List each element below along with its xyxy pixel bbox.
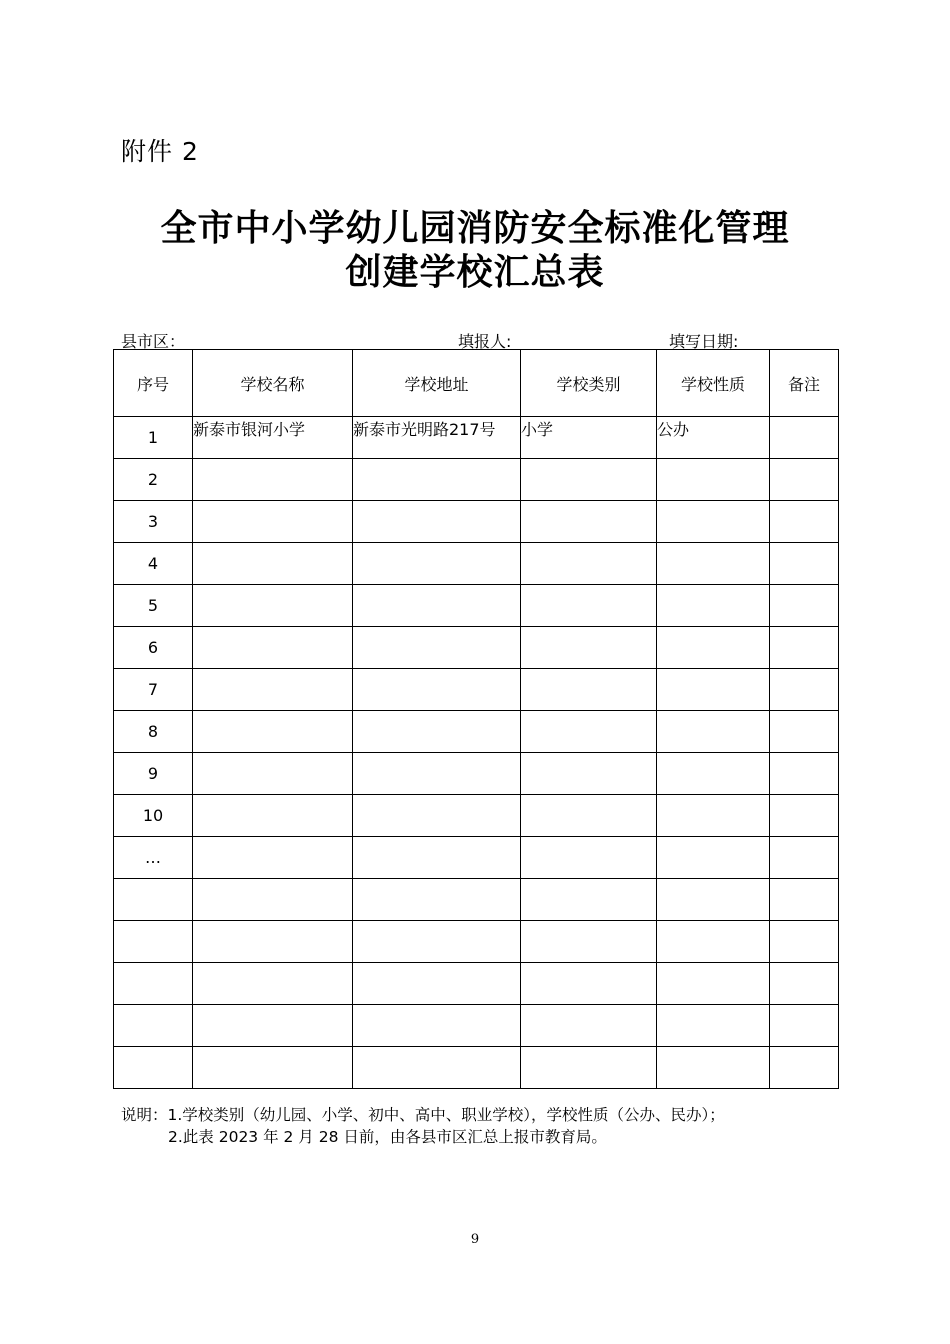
table-row xyxy=(114,585,839,627)
cell-school-name xyxy=(193,711,353,753)
table-header-row xyxy=(114,350,839,417)
cell-school-name xyxy=(193,459,353,501)
cell-school-address xyxy=(353,501,521,543)
cell-school-name xyxy=(193,501,353,543)
cell-index xyxy=(114,963,193,1005)
table-row xyxy=(114,417,839,459)
cell-remarks xyxy=(770,921,839,963)
cell-remarks xyxy=(770,837,839,879)
table-row xyxy=(114,627,839,669)
table-row xyxy=(114,1047,839,1089)
cell-school-nature xyxy=(657,459,770,501)
cell-index: 4 xyxy=(114,543,193,585)
cell-school-category xyxy=(521,711,657,753)
cell-school-address xyxy=(353,837,521,879)
cell-school-address xyxy=(353,753,521,795)
header-school-name: 学校名称 xyxy=(193,350,353,417)
cell-school-nature xyxy=(657,669,770,711)
cell-school-address xyxy=(353,879,521,921)
cell-school-name xyxy=(193,963,353,1005)
cell-school-address xyxy=(353,1005,521,1047)
cell-school-category xyxy=(521,837,657,879)
cell-school-nature xyxy=(657,963,770,1005)
cell-remarks xyxy=(770,627,839,669)
cell-index: 9 xyxy=(114,753,193,795)
cell-school-address xyxy=(353,963,521,1005)
table-row xyxy=(114,753,839,795)
cell-index xyxy=(114,1047,193,1089)
cell-remarks xyxy=(770,501,839,543)
cell-school-nature xyxy=(657,753,770,795)
cell-remarks xyxy=(770,417,839,459)
cell-school-name xyxy=(193,795,353,837)
cell-index: 2 xyxy=(114,459,193,501)
cell-index: 3 xyxy=(114,501,193,543)
table-row xyxy=(114,1005,839,1047)
date-label: 填写日期: xyxy=(669,332,739,351)
header-school-nature: 学校性质 xyxy=(657,350,770,417)
cell-school-address xyxy=(353,795,521,837)
cell-school-address xyxy=(353,627,521,669)
cell-school-address xyxy=(353,669,521,711)
cell-school-address xyxy=(353,543,521,585)
cell-index: 7 xyxy=(114,669,193,711)
cell-index: … xyxy=(114,837,193,879)
cell-school-category xyxy=(521,585,657,627)
cell-school-category xyxy=(521,1005,657,1047)
header-school-category: 学校类别 xyxy=(521,350,657,417)
cell-school-address: 新泰市光明路217号 xyxy=(353,417,521,459)
header-remarks: 备注 xyxy=(770,350,839,417)
cell-remarks xyxy=(770,543,839,585)
cell-school-category xyxy=(521,795,657,837)
cell-remarks xyxy=(770,1005,839,1047)
cell-school-nature xyxy=(657,543,770,585)
cell-school-name xyxy=(193,1005,353,1047)
cell-remarks xyxy=(770,963,839,1005)
cell-school-address xyxy=(353,459,521,501)
note-line-2: 2.此表 2023 年 2 月 28 日前，由各县市区汇总上报市教育局。 xyxy=(168,1128,607,1146)
cell-remarks xyxy=(770,459,839,501)
cell-school-address xyxy=(353,585,521,627)
cell-school-category: 小学 xyxy=(521,417,657,459)
cell-school-nature xyxy=(657,627,770,669)
cell-school-address xyxy=(353,1047,521,1089)
cell-school-name xyxy=(193,837,353,879)
cell-school-category xyxy=(521,543,657,585)
cell-school-nature xyxy=(657,585,770,627)
table-row xyxy=(114,795,839,837)
document-title-line-2: 创建学校汇总表 xyxy=(345,251,605,293)
table-row xyxy=(114,837,839,879)
cell-school-name: 新泰市银河小学 xyxy=(193,417,353,459)
cell-school-category xyxy=(521,921,657,963)
cell-index: 1 xyxy=(114,417,193,459)
cell-index: 5 xyxy=(114,585,193,627)
table-row xyxy=(114,669,839,711)
cell-index xyxy=(114,921,193,963)
cell-index: 8 xyxy=(114,711,193,753)
cell-school-nature xyxy=(657,837,770,879)
table-row xyxy=(114,501,839,543)
page-number: 9 xyxy=(470,1232,480,1247)
cell-school-nature xyxy=(657,711,770,753)
table-row xyxy=(114,879,839,921)
cell-school-nature xyxy=(657,795,770,837)
cell-school-category xyxy=(521,1047,657,1089)
table-row xyxy=(114,459,839,501)
cell-school-category xyxy=(521,753,657,795)
cell-school-name xyxy=(193,879,353,921)
cell-school-name xyxy=(193,669,353,711)
cell-school-address xyxy=(353,921,521,963)
cell-school-nature xyxy=(657,1005,770,1047)
cell-school-category xyxy=(521,627,657,669)
cell-remarks xyxy=(770,711,839,753)
cell-school-nature xyxy=(657,879,770,921)
cell-school-name xyxy=(193,543,353,585)
cell-remarks xyxy=(770,1047,839,1089)
document-title-line-1: 全市中小学幼儿园消防安全标准化管理 xyxy=(160,207,790,249)
cell-remarks xyxy=(770,753,839,795)
cell-school-category xyxy=(521,669,657,711)
attachment-label: 附件 2 xyxy=(121,137,199,166)
cell-remarks xyxy=(770,795,839,837)
cell-index: 6 xyxy=(114,627,193,669)
header-index: 序号 xyxy=(114,350,193,417)
note-line-1: 说明：1.学校类别（幼儿园、小学、初中、高中、职业学校），学校性质（公办、民办）； xyxy=(121,1106,725,1124)
table-row xyxy=(114,921,839,963)
summary-table xyxy=(113,349,839,1089)
cell-index: 10 xyxy=(114,795,193,837)
cell-school-name xyxy=(193,627,353,669)
cell-school-name xyxy=(193,585,353,627)
filler-label: 填报人: xyxy=(458,332,512,351)
header-school-address: 学校地址 xyxy=(353,350,521,417)
cell-school-name xyxy=(193,1047,353,1089)
cell-school-name xyxy=(193,921,353,963)
cell-school-category xyxy=(521,459,657,501)
cell-school-category xyxy=(521,963,657,1005)
notes xyxy=(121,1104,725,1148)
cell-remarks xyxy=(770,585,839,627)
cell-school-nature xyxy=(657,1047,770,1089)
cell-remarks xyxy=(770,669,839,711)
cell-school-name xyxy=(193,753,353,795)
table-body xyxy=(114,417,839,1089)
cell-school-nature: 公办 xyxy=(657,417,770,459)
table-row xyxy=(114,963,839,1005)
cell-remarks xyxy=(770,879,839,921)
county-label: 县市区： xyxy=(121,332,186,351)
cell-school-nature xyxy=(657,501,770,543)
table-row xyxy=(114,543,839,585)
cell-index xyxy=(114,1005,193,1047)
table-row xyxy=(114,711,839,753)
cell-school-nature xyxy=(657,921,770,963)
cell-index xyxy=(114,879,193,921)
cell-school-category xyxy=(521,879,657,921)
cell-school-category xyxy=(521,501,657,543)
cell-school-address xyxy=(353,711,521,753)
